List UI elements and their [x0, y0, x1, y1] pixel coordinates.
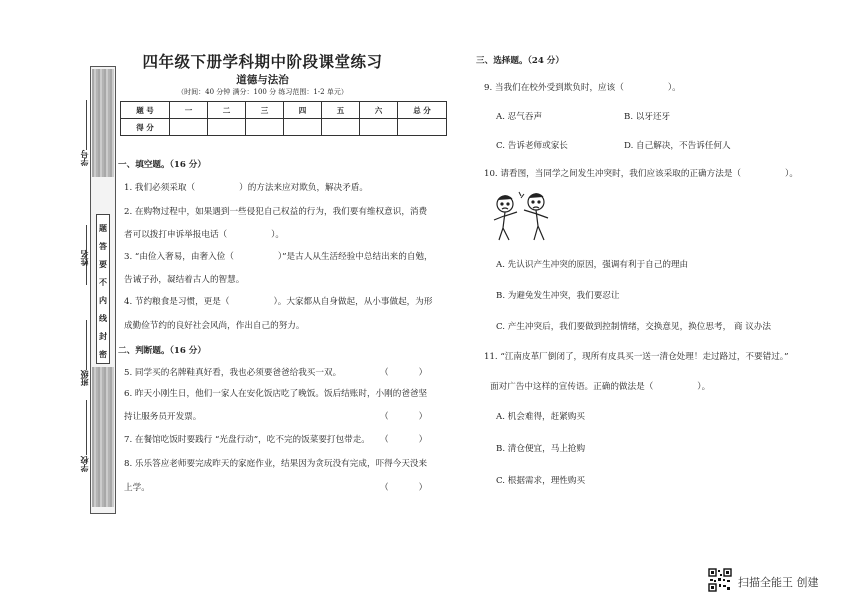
- score-cell[interactable]: [208, 119, 246, 136]
- option-11b[interactable]: B. 清仓便宜，马上抢购: [496, 444, 586, 454]
- question-text: ）”是古人从生活经验中总结出来的自勉，: [277, 252, 433, 262]
- seal-char: 答: [99, 241, 107, 251]
- question-1: [124, 184, 368, 193]
- score-cell[interactable]: [246, 119, 284, 136]
- answer-bracket[interactable]: （ ）: [380, 483, 428, 493]
- option-11c[interactable]: C. 根据需求，理性购买: [496, 476, 586, 486]
- question-text: 3. “由俭入奢易，由奢入俭（: [124, 252, 234, 262]
- option-10c[interactable]: C. 产生冲突后，我们要做到控制情绪，交换意见，换位思考， 商 议办法: [496, 322, 772, 332]
- table-cell: 总 分: [398, 102, 447, 119]
- question-2-line-1: 2. 在购物过程中，如果遇到一些侵犯自己权益的行为，我们要有维权意识，消费: [124, 207, 428, 217]
- student-id-label: 学号: [79, 150, 89, 166]
- score-cell[interactable]: [398, 119, 447, 136]
- question-8-line-2: 上学。: [124, 483, 150, 493]
- question-6-line-1: 6. 昨天小刚生日，他们一家人在安化饭店吃了晚饭。饭后结账时，小刚的爸爸坚: [124, 389, 428, 399]
- table-cell: 题 号: [121, 102, 170, 119]
- school-label: 学校: [79, 456, 89, 472]
- subject-title: 道德与法治: [236, 74, 289, 86]
- option-10a[interactable]: A. 先认识产生冲突的原因，强调有利于自己的理由: [496, 260, 689, 270]
- question-text: ）。: [697, 382, 711, 392]
- question-text: ）。大家都从自身做起，从小事做起，为形: [273, 297, 433, 307]
- option-10b[interactable]: B. 为避免发生冲突，我们要忍让: [496, 291, 620, 301]
- option-9b[interactable]: B. 以牙还牙: [624, 112, 671, 122]
- question-text: 面对广告中这样的宣传语。正确的做法是（: [490, 382, 654, 392]
- name-label: 姓名: [79, 250, 89, 266]
- question-text: ）的方法来应对欺负，解决矛盾。: [239, 183, 369, 193]
- score-cell[interactable]: [322, 119, 360, 136]
- blank-line: [86, 320, 87, 370]
- option-9d[interactable]: D. 自己解决，不告诉任何人: [624, 141, 731, 151]
- class-label: 班级: [79, 370, 89, 386]
- question-4-line-1: [124, 298, 432, 307]
- answer-bracket[interactable]: （ ）: [380, 435, 428, 445]
- question-text: ）。: [271, 230, 285, 240]
- seal-char: 不: [99, 277, 107, 287]
- seal-line-box: [96, 214, 110, 364]
- score-table-score-row: [121, 119, 447, 136]
- question-11-line-2: [490, 383, 710, 392]
- table-cell: 得 分: [121, 119, 170, 136]
- seal-char: 题: [99, 223, 107, 233]
- question-text: ）。: [785, 169, 798, 179]
- table-cell: 二: [208, 102, 246, 119]
- question-8-line-1: 8. 乐乐答应老师要完成昨天的家庭作业，结果因为贪玩没有完成，吓得今天没来: [124, 459, 428, 469]
- scan-texture: [92, 367, 114, 507]
- score-cell[interactable]: [360, 119, 398, 136]
- seal-char: 线: [99, 313, 107, 323]
- question-2-line-2: [124, 231, 284, 240]
- table-cell: 三: [246, 102, 284, 119]
- score-table: [120, 101, 447, 136]
- seal-char: 要: [99, 259, 107, 269]
- exam-meta: （时间：40 分钟 满分：100 分 练习范围：1-2 单元）: [177, 88, 348, 96]
- scanner-brand-label: 扫描全能王 创建: [738, 576, 819, 589]
- question-11-line-1: 11. “江南皮革厂倒闭了，现所有皮具买一送一清仓处理！走过路过，不要错过。”: [484, 352, 789, 362]
- question-4-line-2: 成勤俭节约的良好社会风尚，作出自己的努力。: [124, 321, 305, 331]
- table-cell: 六: [360, 102, 398, 119]
- score-cell[interactable]: [284, 119, 322, 136]
- question-10: [484, 170, 798, 179]
- scan-texture: [92, 69, 114, 177]
- question-text: ）。: [667, 83, 681, 93]
- conflict-illustration: [490, 190, 552, 242]
- table-cell: 四: [284, 102, 322, 119]
- question-6-line-2: 持让服务员开发票。: [124, 412, 202, 422]
- question-3-line-2: 告诫子孙，凝结着古人的智慧。: [124, 275, 245, 285]
- question-5: 5. 同学买的名牌鞋真好看，我也必须要爸爸给我买一双。: [124, 368, 342, 378]
- table-cell: 五: [322, 102, 360, 119]
- option-9c[interactable]: C. 告诉老师或家长: [496, 141, 568, 151]
- blank-line: [86, 100, 87, 150]
- seal-char: 内: [99, 295, 107, 305]
- question-7: 7. 在餐馆吃饭时要践行 “光盘行动”，吃不完的饭菜要打包带走。: [124, 435, 370, 445]
- seal-char: 密: [99, 349, 107, 359]
- question-text: 9. 当我们在校外受到欺负时，应该（: [484, 83, 624, 93]
- score-table-header-row: [121, 102, 447, 119]
- option-9a[interactable]: A. 忍气吞声: [496, 112, 543, 122]
- blank-line: [86, 400, 87, 455]
- question-text: 1. 我们必须采取（: [124, 183, 196, 193]
- option-11a[interactable]: A. 机会难得，赶紧购买: [496, 412, 586, 422]
- section-3-heading: 三、选择题。（24 分）: [476, 56, 564, 66]
- section-2-heading: 二、判断题。（16 分）: [118, 346, 206, 356]
- question-3-line-1: [124, 253, 433, 262]
- answer-bracket[interactable]: （ ）: [380, 368, 428, 378]
- answer-bracket[interactable]: （ ）: [380, 412, 428, 422]
- page-title: 四年级下册学科期中阶段课堂练习: [142, 52, 383, 71]
- question-text: 4. 节约粮食是习惯，更是（: [124, 297, 230, 307]
- question-text: 10. 请看图，当同学之间发生冲突时，我们应该采取的正确方法是（: [484, 169, 742, 179]
- qr-code-icon: [708, 568, 732, 592]
- question-9: [484, 84, 681, 93]
- table-cell: 一: [170, 102, 208, 119]
- seal-char: 封: [99, 331, 107, 341]
- question-text: 者可以拨打申诉举报电话（: [124, 230, 228, 240]
- score-cell[interactable]: [170, 119, 208, 136]
- section-1-heading: 一、填空题。（16 分）: [118, 160, 206, 170]
